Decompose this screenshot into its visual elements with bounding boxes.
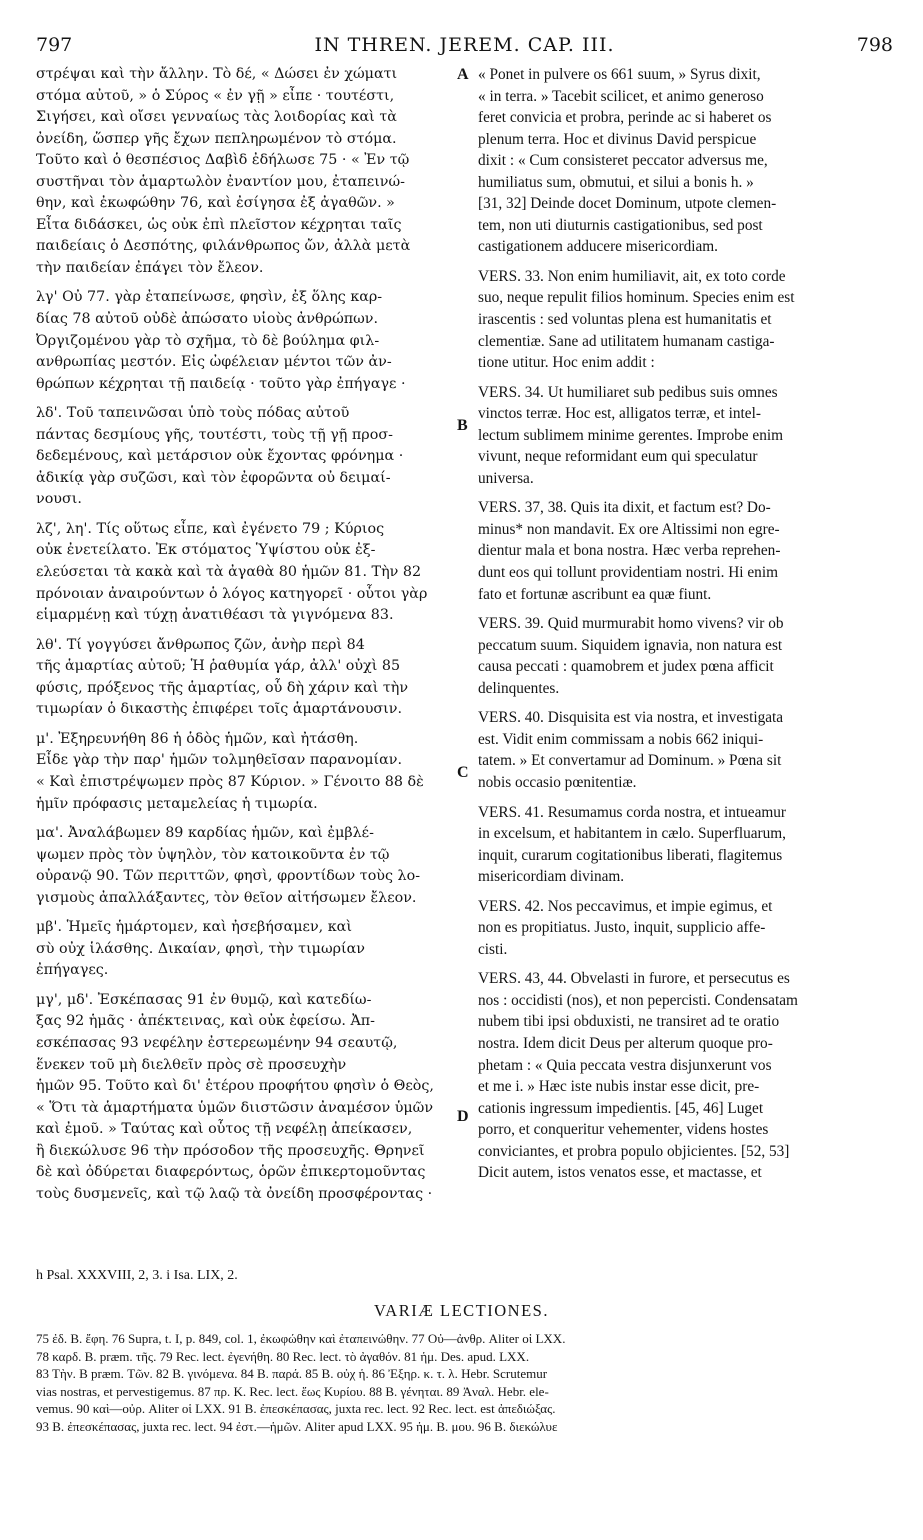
latin-line: minus* non mandavit. Ex ore Altissimi non egre- (478, 520, 780, 538)
latin-line: dixit : « Cum consisteret peccator adversus me, (478, 152, 768, 170)
latin-line: irascentis : sed voluntas plena est humanitatis et (478, 311, 772, 329)
page-header (36, 34, 893, 60)
greek-column (36, 64, 456, 1205)
greek-line: ἐπήγαγες. (36, 962, 109, 979)
greek-line: « Ὅτι τὰ ἁμαρτήματα ὑμῶν διιστῶσιν ἀναμέσον ὑμῶν (36, 1099, 434, 1116)
latin-line: VERS. 39. Quid murmurabit homo vivens? vir ob (478, 615, 784, 633)
greek-line: Τοῦτο καὶ ὁ θεσπέσιος Δαβὶδ ἐδήλωσε 75 · « Ἐν τῷ (36, 152, 410, 169)
variant-line: vemus. 90 καὶ—οὐρ. Aliter οἱ LXX. 91 B. ἐπεσκέπασας, juxta rec. lect. 92 Rec. lect. est ἀπεδιώξας. (36, 1401, 556, 1416)
latin-line: dunt eos qui tollunt providentiam nostri. Hi enim (478, 564, 778, 582)
greek-line: στρέψαι καὶ τὴν ἄλλην. Τὸ δέ, « Δώσει ἐν χώματι (36, 66, 398, 82)
greek-line: τιμωρίαν ὁ δικαστὴς ἐπιφέρει τοῖς ἁμαρτάνουσιν. (36, 701, 402, 718)
latin-line: VERS. 42. Nos peccavimus, et impie egimus, et (478, 897, 773, 915)
latin-line: tatem. » Et convertamur ad Dominum. » Pœna sit (478, 752, 782, 770)
greek-line: στόμα αὐτοῦ, » ὁ Σύρος « ἐν γῇ » εἶπε · τουτέστι, (36, 87, 395, 104)
greek-line: λγ' Οὐ 77. γὰρ ἐταπείνωσε, φησὶν, ἐξ ὅλης καρ- (36, 289, 383, 306)
greek-line: λδ'. Τοῦ ταπεινῶσαι ὑπὸ τοὺς πόδας αὐτοῦ (36, 405, 350, 422)
latin-line: nobis occasio pœnitentiæ. (478, 773, 637, 791)
greek-line: θην, καὶ ἐκωφώθην 76, καὶ ἐσίγησα ἐξ ἀγαθῶν. » (36, 195, 395, 212)
right-page-number: 798 (856, 34, 893, 56)
greek-line: ἀδικίᾳ γὰρ συζῶσι, καὶ τὸν ἐφορῶντα οὐ δειμαί- (36, 469, 391, 486)
latin-line: dientur mala et bona nostra. Hæc verba reprehen- (478, 542, 781, 560)
latin-line: Dicit autem, istos venatos esse, et mactasse, et (478, 1164, 762, 1182)
variant-readings (36, 1330, 896, 1435)
footnote: h Psal. XXXVIII, 2, 3. i Isa. LIX, 2. (36, 1268, 238, 1283)
margin-marker-b: B (457, 417, 468, 434)
greek-line: καὶ ἐμοῦ. » Ταύτας καὶ οὗτος τῇ νεφέλῃ ἀπείκασεν, (36, 1121, 413, 1138)
greek-line: Εἶδε γὰρ τὴν παρ' ἡμῶν τολμηθεῖσαν παρανομίαν. (36, 752, 403, 769)
latin-line: humiliatus sum, obmutui, et silui a bonis h. » (478, 173, 754, 191)
latin-line: VERS. 41. Resumamus corda nostra, et intueamur (478, 803, 787, 821)
greek-line: ψωμεν πρὸς τὸν ὑψηλὸν, τὸν κατοικοῦντα ἐν τῷ (36, 846, 390, 863)
greek-line: ἡμῶν 95. Τοῦτο καὶ δι' ἑτέρου προφήτου φησὶν ὁ Θεὸς, (36, 1078, 434, 1095)
greek-line: δίας 78 αὐτοῦ οὐδὲ ἀπώσατο υἱοὺς ἀνθρώπων. (36, 311, 379, 328)
greek-line: λζ', λη'. Τίς οὕτως εἶπε, καὶ ἐγένετο 79 ; Κύριος (36, 520, 385, 537)
latin-line: causa peccati : quamobrem et judex pœna afficit (478, 658, 774, 676)
latin-line: nos : occidisti (nos), et non pepercisti. Condensatam (478, 991, 798, 1009)
latin-line: vivunt, neque reformidant eum qui speculatur (478, 448, 758, 466)
latin-line: nubem tibi ipsi obduxisti, ne transiret ad te oratio (478, 1013, 780, 1031)
greek-line: σὺ οὐχ ἱλάσθης. Δικαίαν, φησὶ, τὴν τιμωρίαν (36, 940, 365, 957)
latin-line: in excelsum, et habitantem in cælo. Superfluarum, (478, 825, 786, 843)
latin-line: VERS. 43, 44. Obvelasti in furore, et persecutus es (478, 970, 790, 988)
margin-marker-d: D (457, 1108, 469, 1125)
latin-line: plenum terra. Hoc et divinus David perspicue (478, 130, 757, 148)
greek-line: οὐρανῷ 90. Τῶν περιττῶν, φησὶ, φροντίδων τοὺς λο- (36, 868, 421, 885)
latin-line: tem, non uti diuturnis castigationibus, sed post (478, 216, 763, 234)
greek-line: « Καὶ ἐπιστρέψωμεν πρὸς 87 Κύριον. » Γένοιτο 88 δὲ (36, 773, 424, 790)
latin-line: inquit, curarum cogitationibus liberati, flagitemus (478, 846, 783, 864)
greek-line: Σιγήσει, καὶ οἴσει γενναίως τὰς λοιδορίας καὶ τὰ (36, 109, 397, 126)
latin-column (478, 64, 890, 1184)
greek-line: ελεύσεται τὰ κακὰ καὶ τὰ ἀγαθὰ 80 ἡμῶν 81. Τὴν 82 (36, 564, 422, 581)
greek-line: θρώπων κέχρηται τῇ παιδείᾳ · τοῦτο γὰρ ἐπήγαγε · (36, 375, 406, 392)
latin-line: phetam : « Quia peccata vestra disjunxerunt vos (478, 1056, 772, 1074)
greek-line: μα'. Ἀναλάβωμεν 89 καρδίας ἡμῶν, καὶ ἐμβλέ- (36, 825, 374, 842)
greek-line: Ὀργιζομένου γὰρ τὸ σχῆμα, τὸ δὲ βούλημα φιλ- (36, 332, 380, 349)
latin-line: est. Vidit enim commissam a nobis 662 iniqui- (478, 730, 764, 748)
greek-line: Εἶτα διδάσκει, ὡς οὐκ ἐπὶ πλεῖστον κέχρηται ταῖς (36, 216, 402, 233)
greek-line: εσκέπασας 93 νεφέλην ἐστερεωμένην 94 σεαυτῷ, (36, 1034, 398, 1051)
margin-marker-c: C (457, 764, 469, 781)
latin-line: suo, neque repulit filios hominum. Species enim est (478, 289, 795, 307)
margin-marker-a: A (457, 66, 469, 83)
latin-line: VERS. 37, 38. Quis ita dixit, et factum est? Do- (478, 499, 771, 517)
latin-line: fato et fortunæ ascribunt ea quæ fiunt. (478, 585, 712, 603)
greek-line: τῆς ἁμαρτίας αὐτοῦ; Ἡ ῥαθυμία γάρ, ἀλλ' οὐχὶ 85 (36, 658, 401, 675)
greek-line: ξας 92 ἡμᾶς · ἀπέκτεινας, καὶ οὐκ ἐφείσω. Ἀπ- (36, 1013, 375, 1030)
greek-line: μγ', μδ'. Ἐσκέπασας 91 ἐν θυμῷ, καὶ κατεδίω- (36, 991, 372, 1008)
latin-line: cationis ingressum impedientis. [45, 46] Luget (478, 1099, 764, 1117)
latin-line: [31, 32] Deinde docet Dominum, utpote clemen- (478, 195, 777, 213)
latin-line: delinquentes. (478, 679, 560, 697)
variant-line: 78 καρδ. B. præm. τῆς. 79 Rec. lect. ἐγενήθη. 80 Rec. lect. τὸ ἀγαθόν. 81 ἡμ. Des. apud. LXX. (36, 1348, 530, 1364)
greek-line: πρόνοιαν ἀναιρούντων ὁ λόγος κατηγορεῖ · οὗτοι γὰρ (36, 585, 428, 602)
variant-line: 83 Τὴν. B præm. Τῶν. 82 B. γινόμενα. 84 B. παρά. 85 B. οὐχ ἡ. 86 Ἐξηρ. κ. τ. λ. Hebr. Scrutemur (36, 1366, 548, 1381)
latin-line: « in terra. » Tacebit scilicet, et animo generoso (478, 87, 764, 105)
greek-line: δεδεμένους, καὶ μετάρσιον οὐκ ἔχοντας φρόνημα · (36, 448, 404, 465)
greek-line: συστῆναι τὸν ἁμαρτωλὸν ἐναντίον μου, ἐταπεινώ- (36, 173, 405, 190)
greek-line: παιδείαις ὁ Δεσπότης, φιλάνθρωπος ὤν, ἀλλὰ μετὰ (36, 238, 411, 255)
latin-line: castigationem adducere misericordiam. (478, 238, 718, 256)
latin-line: universa. (478, 469, 534, 487)
running-title: IN THREN. JEREM. CAP. III. (314, 34, 615, 56)
greek-line: γισμοὺς ἀπαλλάξαντες, τὸν θεῖον αἰτήσωμεν ἔλεον. (36, 889, 417, 906)
greek-line: ἕνεκεν τοῦ μὴ διελθεῖν πρὸς σὲ προσευχὴν (36, 1056, 347, 1073)
variant-line: vias nostras, et pervestigemus. 87 πρ. K. Rec. lect. ἕως Κυρίου. 88 B. γένηται. 89 Ἀναλ. Hebr. ele- (36, 1383, 549, 1399)
greek-line: ἡμῖν πρόφασις μεταμελείας ἡ τιμωρία. (36, 795, 318, 812)
greek-line: πάντας δεσμίους γῆς, τουτέστι, τοὺς τῇ γῇ προσ- (36, 426, 393, 443)
variant-line: 93 B. ἐπεσκέπασας, juxta rec. lect. 94 ἐστ.—ἡμῶν. Aliter apud LXX. 95 ἡμ. B. μου. 96 B. διεκώλυε (36, 1418, 558, 1434)
variant-line: 75 ἐδ. B. ἔφη. 76 Supra, t. I, p. 849, col. 1, ἐκωφώθην καὶ ἐταπεινώθην. 77 Οὐ—ἀνθρ. Aliter οἱ LXX. (36, 1331, 566, 1346)
latin-line: cisti. (478, 940, 508, 958)
greek-line: τοὺς δυσμενεῖς, καὶ τῷ λαῷ τὰ ὀνείδη προσφέροντας · (36, 1185, 433, 1202)
latin-line: porro, et conqueritur vehementer, videns hostes (478, 1121, 769, 1139)
latin-line: conviciantes, et probra populo objicientes. [52, 53] (478, 1142, 790, 1160)
greek-line: νουσι. (36, 491, 82, 508)
latin-line: lectum sublimem minime gerentes. Improbe enim (478, 426, 784, 444)
latin-line: clementiæ. Sane ad utilitatem humanam castiga- (478, 332, 775, 350)
greek-line: ἢ διεκώλυσε 96 τὴν πρόσοδον τῆς προσευχῆς. Θρηνεῖ (36, 1142, 425, 1159)
greek-line: φύσις, πρόξενος τῆς ἁμαρτίας, οὗ δὴ χάριν καὶ τὴν (36, 679, 409, 696)
variants-title: VARIÆ LECTIONES. (374, 1301, 549, 1320)
latin-line: VERS. 33. Non enim humiliavit, ait, ex toto corde (478, 267, 786, 285)
latin-line: VERS. 34. Ut humiliaret sub pedibus suis omnes (478, 383, 778, 401)
left-page-number: 797 (36, 34, 73, 56)
latin-line: « Ponet in pulvere os 661 suum, » Syrus dixit, (478, 66, 761, 83)
greek-line: τὴν παιδείαν ἐπάγει τὸν ἔλεον. (36, 259, 264, 276)
latin-line: VERS. 40. Disquisita est via nostra, et investigata (478, 709, 784, 727)
greek-line: δὲ καὶ ὀδύρεται διαφερόντως, ὁρῶν ἐπικερτομοῦντας (36, 1164, 426, 1181)
greek-line: οὐκ ἐνετείλατο. Ἐκ στόματος Ὑψίστου οὐκ ἐξ- (36, 542, 376, 559)
greek-line: μ'. Ἐξηρευνήθη 86 ἡ ὁδὸς ἡμῶν, καὶ ἠτάσθη. (36, 730, 359, 747)
latin-line: et me i. » Hæc iste nubis instar esse dicit, pre- (478, 1078, 760, 1096)
greek-line: ὀνείδη, ὥσπερ γῆς ἔχων πεπληρωμένον τὸ στόμα. (36, 130, 397, 147)
greek-line: μβ'. Ἡμεῖς ἡμάρτομεν, καὶ ἠσεβήσαμεν, καὶ (36, 919, 352, 936)
latin-line: tione utitur. Hoc enim addit : (478, 354, 655, 372)
latin-line: misericordiam divinam. (478, 868, 625, 886)
latin-line: peccatum suum. Siquidem ignavia, non natura est (478, 636, 783, 654)
greek-line: ανθρωπίας μεστόν. Εἰς ὠφέλειαν μέντοι τῶν ἀν- (36, 354, 392, 371)
greek-line: λθ'. Τί γογγύσει ἄνθρωπος ζῶν, ἀνὴρ περὶ 84 (36, 636, 365, 653)
latin-line: nostra. Idem dicit Deus per alterum quoque pro- (478, 1034, 773, 1052)
latin-line: feret convicia et probra, perinde ac si haberet os (478, 109, 772, 127)
latin-line: non es propitiatus. Justo, inquit, supplicio affe- (478, 919, 766, 937)
greek-line: εἱμαρμένῃ καὶ τύχῃ ἀνατιθέασι τὰ γιγνόμενα 83. (36, 607, 394, 624)
latin-line: vinctos terræ. Hoc est, alligatos terræ, et intel- (478, 405, 761, 423)
